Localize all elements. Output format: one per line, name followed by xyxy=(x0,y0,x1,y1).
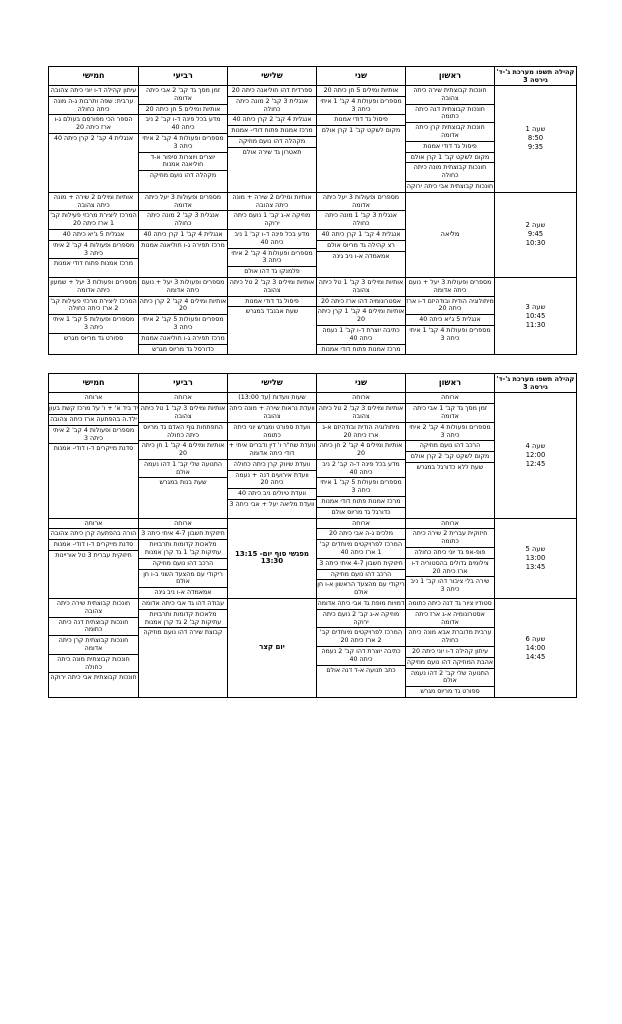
activity: ספורט גד מריוס מגרש xyxy=(420,688,480,696)
schedule-cell xyxy=(406,518,495,598)
period-row xyxy=(49,192,577,277)
activity: מספרים ופעולות 5 קב' 1 איתי כיתה 3 xyxy=(49,315,138,334)
activity: אנגלית 5 ג'יא כיתה 40 xyxy=(406,315,494,326)
activity: ספרדית דהו חוליאנה כיתה 20 xyxy=(228,86,316,97)
activity: חונכות קבוצתית אבי כיתה ירוקה xyxy=(406,182,494,190)
day-header-wednesday: רביעי xyxy=(139,374,228,393)
activity: שעת ללא כדורגל במגרש xyxy=(416,463,484,471)
activity: זמן מסך גד קב' 1 אבי כיתה אדומה xyxy=(406,404,494,423)
activity: אנגלית 4 קב' 2 קרן כיתה 40 xyxy=(228,115,316,126)
activity: סדנת מייקרים ד-ו דודי- אמנות xyxy=(49,540,138,551)
activity: ארוחה xyxy=(406,519,494,530)
activity: וועדת נראות שירה + מונה כיתה צהובה xyxy=(228,404,316,423)
activity: הספר הכי מפורסם בעולם ג-ו ארז כיתה 20 xyxy=(49,115,138,134)
period-label-line: שעה 2 xyxy=(525,221,546,230)
activity: תאטרון גד שירה אולם xyxy=(242,148,302,156)
day-header-tuesday: שלישי xyxy=(228,374,317,393)
schedule-sheet xyxy=(48,66,576,698)
activity: חונכות קבוצתית קרן כיתה אדומה xyxy=(406,123,494,142)
activity: מוזיקה א-ג קב' 2 נועם כיתה ירוקה xyxy=(317,610,405,629)
activity: ארוחה xyxy=(139,393,227,404)
period-label-line: 14:45 xyxy=(525,652,546,661)
day-header-sunday: ראשון xyxy=(406,374,495,393)
activity: צילומים גדולים בהסטוריה ד-ו ארז כיתה 20 xyxy=(406,559,494,578)
activity: פיסול גד דודי אמנות xyxy=(317,115,405,126)
header-row xyxy=(49,374,577,393)
activity: אנגלית 3 קב' 1 מונה כיתה כחולה xyxy=(317,211,405,230)
schedule-cell xyxy=(49,393,139,518)
activity: ערבית: שפה ותרבות ג-ה מונה כיתה כחולה xyxy=(49,97,138,116)
schedule-table-bottom xyxy=(48,373,577,698)
activity: כתיבה יוצרת דהו קב' 2 נעמה כיתה 40 xyxy=(317,647,405,666)
schedule-cell xyxy=(139,277,228,354)
activity: אותיות ומילים 3 קב' 1 טל כיתה צהובה xyxy=(317,278,405,297)
activity: אותיות ומילים 5 חן כיתה 20 xyxy=(317,86,405,97)
activity: וועדת מליאה יעל + אבי כיתה 3 xyxy=(229,501,315,509)
schedule-cell xyxy=(139,599,228,698)
activity: המרכז ליצירת מרכזי פעילות קב' 1 ארז כיתה 20 xyxy=(49,211,138,230)
schedule-cell xyxy=(228,393,317,518)
activity: אמאמדה א-ו ניב גינה xyxy=(332,252,390,260)
period-label-line: 8:50 xyxy=(527,134,544,143)
schedule-cell xyxy=(139,518,228,598)
schedule-cell xyxy=(317,192,406,277)
period-label-line: שעה 4 xyxy=(525,441,546,450)
activity: מקהלה דהו נועם מוזיקה xyxy=(149,172,217,180)
activity: אותיות ומילים 2 שירה + מונה כיתה צהובה xyxy=(49,193,138,212)
period-label-line: 10:45 xyxy=(525,311,546,320)
period-label xyxy=(495,599,577,698)
special-cell: מפגשי סוף יום- 13:15 13:30 xyxy=(228,518,317,598)
day-header-thursday: חמישי xyxy=(49,374,139,393)
activity: מספרים ופעולות 4 קב' 2 איתי כיתה 3 xyxy=(228,249,316,268)
period-label xyxy=(495,192,577,277)
activity: פופ-אפ גד יוני כיתה כחולה xyxy=(406,548,494,559)
table-corner-title: קהילה תשפו מערכת ג'-ד' גירסה 3 xyxy=(495,374,577,393)
schedule-cell xyxy=(228,86,317,193)
period-label-line: 10:30 xyxy=(525,239,546,248)
activity: אותיות ומילים 5 חן כיתה 20 xyxy=(139,105,227,116)
activity: פיסול גד דודי אמנות xyxy=(228,297,316,308)
schedule-cell xyxy=(406,86,495,193)
schedule-table-top xyxy=(48,66,577,355)
activity: אותיות ומילים 2 שירה + מונה כיתה צהובה xyxy=(228,193,316,212)
period-label-line: 13:00 xyxy=(525,553,546,562)
day-header-wednesday: רביעי xyxy=(139,67,228,86)
activity: מספרים ופעולות 3 יעל כיתה אדומה xyxy=(317,193,405,212)
day-header-sunday: ראשון xyxy=(406,67,495,86)
day-header-monday: שני xyxy=(317,374,406,393)
activity: מספרים ופעולות 4 קב' 1 איתי כיתה 3 xyxy=(317,97,405,116)
activity: ארוחה xyxy=(139,519,227,530)
activity: אותיות ומילים 3 קב' 2 טל כיתה צהובה xyxy=(228,278,316,297)
activity: מלאכות קדומות ותרבויות עתיקות קב' 1 גד קרן אמנות xyxy=(139,540,227,559)
schedule-cell xyxy=(406,599,495,698)
period-row xyxy=(49,518,577,598)
period-label xyxy=(495,86,577,193)
activity: זמן מסך גד קב' 2 אבי כיתה אדומה xyxy=(139,86,227,105)
activity: חיזוקית חשבון 4-7 איתי כיתה 3 xyxy=(317,559,405,570)
activity: מספרים ופעולות 4 קב' 1 איתי כיתה 3 xyxy=(409,326,491,342)
activity: מספרים ופעולות 4 קב' 2 איתי כיתה 3 xyxy=(49,241,138,260)
activity: וועדת אירועים דנה + נעמה כיתה 20 xyxy=(228,471,316,490)
schedule-cell xyxy=(139,192,228,277)
activity: מספרים ופעולות 5 קב' 2 איתי כיתה 3 xyxy=(139,315,227,334)
activity: מקום לשקט קב' 1 קרן אולם xyxy=(406,153,494,164)
period-label-line: 14:00 xyxy=(525,643,546,652)
activity: אנגלית 3 קב' 2 מונה כיתה כחולה xyxy=(139,211,227,230)
activity: עיתון קהילה ד-ו יוני כיתה צהובה xyxy=(49,86,138,97)
period-label-line: שעה 3 xyxy=(525,302,546,311)
period-row xyxy=(49,599,577,698)
activity: אותיות ומילים 4 קב' 1 קרן כיתה 20 xyxy=(317,307,405,326)
activity: המרכז ליצירת מרכזי פעילות קב' 2 ארז כיתה כחולה xyxy=(49,297,138,316)
activity: מספרים ופעולות 5 קב' 1 איתי כיתה 3 xyxy=(317,478,405,497)
schedule-cell xyxy=(228,277,317,354)
schedule-cell xyxy=(228,192,317,277)
activity: אותיות ומילים 4 קב' 2 חן כיתה 20 xyxy=(317,441,405,460)
activity: מרכז תפירה ג-ו חוליאנה אמנות xyxy=(139,334,227,345)
activity: אנגלית 5 ג'יא כיתה 40 xyxy=(49,230,138,241)
activity: חיזוקית עברית 2 שירה כיתה כתומה xyxy=(406,529,494,548)
activity: עיתון קהילה ד-ו יוני כיתה 20 xyxy=(406,647,494,658)
day-header-thursday: חמישי xyxy=(49,67,139,86)
activity: שעת בנות במגרש xyxy=(159,479,207,487)
activity: כדורסל גד מריוס מגרש xyxy=(152,345,214,353)
activity: התפתחות גוף האדם גד מריוס כיתה כחולה xyxy=(139,423,227,442)
schedule-cell xyxy=(317,277,406,354)
period-label-line: שעה 5 xyxy=(525,544,546,553)
activity: אנגלית 4 קב' 1 קרן כיתה 40 xyxy=(317,230,405,241)
activity: חונכות קבוצתית מונה כיתה כחולה xyxy=(406,163,494,182)
schedule-cell xyxy=(317,86,406,193)
activity: ריקודי עם מהצעד השני ב-ו חן אולם xyxy=(139,570,227,589)
activity: מספרים ופעולות 3 יעל כיתה אדומה xyxy=(139,193,227,212)
period-label-line: שעה 6 xyxy=(525,634,546,643)
schedule-cell xyxy=(49,599,139,698)
activity: וועדת ספורט ומגרש יוני כיתה כתומה xyxy=(228,423,316,442)
activity: אותיות ומילים 3 קב' 2 טל כיתה צהובה xyxy=(317,404,405,423)
plenary-cell: מליאה xyxy=(406,192,495,277)
activity: שעת אבנבד במגרש xyxy=(245,308,299,316)
activity: חונכות קבוצתית דנה כיתה כתומה xyxy=(49,618,138,637)
activity: מלאכות קדומות ותרבויות עתיקות קב' 2 גד קרן אמנות xyxy=(139,610,227,629)
activity: ספורט גד מריוס מגרש xyxy=(63,334,124,342)
activity: מרכז אמנות פתוח דודי אמנות xyxy=(54,260,133,268)
activity: אותיות ומילים 4 קב' 2 קרן כיתה 20 xyxy=(139,297,227,316)
activity: יד ביד א' + ו' על מרכז קשת בעון xyxy=(49,404,138,415)
activity: מרכז אמנות פתוח דודי אמנות xyxy=(321,345,401,353)
activity: מקום לשקט קב' 1 קרן אולם xyxy=(321,127,401,135)
period-label xyxy=(495,393,577,518)
activity: אותיות ומילים 3 קב' 1 טל כיתה צהובה xyxy=(139,404,227,423)
day-header-tuesday: שלישי xyxy=(228,67,317,86)
activity: וועדת טיולים ניב כיתה 40 xyxy=(228,489,316,500)
activity: אנגלית 4 קב' 1 קרן כיתה 40 xyxy=(139,230,227,241)
schedule-cell xyxy=(49,518,139,598)
activity: הורה בהפתעה קרן כיתה צהובה xyxy=(49,529,138,540)
activity: אמאמדה א-ו ניב גינה xyxy=(154,589,212,597)
activity: המרכז לפרויקטים מיוחדים קב' 1 ארז כיתה 40 xyxy=(317,540,405,559)
table-corner-title: קהילה תשפו מערכת ג'-ד' גירסה 3 xyxy=(495,67,577,86)
activity: כדורגל גד מריוס אולם xyxy=(331,508,391,516)
activity: רצ קהילה גד מריוס אולם xyxy=(317,241,405,252)
activity: אותיות ומילים 4 קב' 1 חן כיתה 20 xyxy=(139,441,227,460)
activity: יוצרים ויוצרות סיפור א-ד חוליאנה אמנות xyxy=(139,153,227,172)
activity: חונכות קבוצתית מונה כיתה כחולה xyxy=(49,655,138,674)
schedule-cell xyxy=(317,393,406,518)
period-label-line: שעה 1 xyxy=(525,125,546,134)
activity: מיתולוגיה הודית ובודהיזם ד-ו ארז כיתה 20 xyxy=(406,297,494,316)
activity: פלמנקו גד דהו אולם xyxy=(244,268,300,276)
activity: מדע בכל פינה ד-ו קב' 1 ניב כיתה 40 xyxy=(228,230,316,249)
activity: ארוחה xyxy=(317,393,405,404)
activity: מקהלה דהו נועם מוזיקה xyxy=(228,137,316,148)
special-cell: יום קצר xyxy=(228,599,317,698)
activity: מלכים ג-ה אבי כיתה 20 xyxy=(317,529,405,540)
schedule-cell xyxy=(317,599,406,698)
period-label-line: 12:00 xyxy=(525,450,546,459)
schedule-cell xyxy=(406,277,495,354)
activity: שעות וועדות (עד 13:00) xyxy=(228,393,316,404)
period-label-line: 13:45 xyxy=(525,562,546,571)
schedule-cell xyxy=(49,192,139,277)
activity: מרכז אמנות פתוח דודי- אמנות xyxy=(228,126,316,137)
activity: סטודיו ציור גד דנה כיתה כתומה xyxy=(406,599,494,610)
activity: מקום לשקט קב' 2 קרן אולם xyxy=(406,452,494,463)
activity: עבודה דהו גד אבי כיתה אדומה xyxy=(139,599,227,610)
activity: שירה בלי ציבור דהו קב' 1 ניב כיתה 3 xyxy=(410,578,490,594)
activity: מרכז אמנות פתוח דודי אמנות xyxy=(317,497,405,508)
activity: מרכז תפירה ג-ו חוליאנה אמנות xyxy=(141,241,225,249)
activity: ארוחה xyxy=(49,519,138,530)
period-row xyxy=(49,86,577,193)
activity: מספרים ופעולות 3 יעל + נועם כיתה אדומה xyxy=(406,278,494,297)
activity: התנועה שלי קב' 1 דהו נעמה אולם xyxy=(139,460,227,479)
activity: ארוחה xyxy=(406,393,494,404)
period-label-line: 12:45 xyxy=(525,459,546,468)
period-label-line: 11:30 xyxy=(525,320,546,329)
activity: הרכב דהו נועם מוזיקה xyxy=(139,559,227,570)
period-label xyxy=(495,277,577,354)
activity: חיזוקית חשבון 4-7 איתי כיתה 3 xyxy=(139,529,227,540)
activity: אהבת המוזיקה דהו נועם מוזיקה xyxy=(406,658,494,669)
activity: אנגלית 3 קב' 2 מונה כיתה כחולה xyxy=(228,97,316,116)
schedule-cell xyxy=(49,86,139,193)
activity: ילד.ה בהפתעה ארז כיתה צהובה xyxy=(49,415,138,426)
schedule-cell xyxy=(406,393,495,518)
activity: מספרים ופעולות 4 קב' 2 איתי כיתה 3 xyxy=(49,426,138,445)
activity: מספרים ופעולות 3 יעל + שמעון כיתה אדומה xyxy=(49,278,138,297)
period-label xyxy=(495,518,577,598)
day-header-monday: שני xyxy=(317,67,406,86)
activity: מוזיקה א-ג קב' 1 נועם כיתה ירוקה xyxy=(228,211,316,230)
schedule-cell xyxy=(49,277,139,354)
activity: חונכות קבוצתית אבי כיתה ירוקה xyxy=(50,674,137,682)
activity: כתב תנועה א-ד דנה אולם xyxy=(326,666,396,674)
activity: ריקודי עם מהצעד הראשון א-ו חן אולם xyxy=(317,581,405,597)
activity: חונכות קבוצתית שירה כיתה צהובה xyxy=(406,86,494,105)
period-label-line: 9:35 xyxy=(527,143,544,152)
activity: מיתולוגיה הודית ובודהיזם א-ג ארז כיתה 20 xyxy=(317,423,405,442)
activity: קבוצת שירה דהו נועם מוזיקה xyxy=(143,629,223,637)
activity: חיזוקית עברית 3 טל אוריינות xyxy=(55,552,132,560)
activity: ארוחה xyxy=(49,393,138,404)
schedule-cell xyxy=(317,518,406,598)
activity: סדנת מייקרים ד-ו דודי- אמנות xyxy=(53,445,134,453)
period-row xyxy=(49,277,577,354)
activity: אסטרונומיה דהו ארז כיתה 20 xyxy=(317,297,405,308)
period-row xyxy=(49,393,577,518)
activity: מספרים ופעולות 4 קב' 2 איתי כיתה 3 xyxy=(406,423,494,442)
activity: חונכות קבוצתית קרן כיתה אדומה xyxy=(49,636,138,655)
activity: המרכז לפרויקטים מיוחדים קב' 2 ארז כיתה 20 xyxy=(317,628,405,647)
header-row xyxy=(49,67,577,86)
activity: וועדת שיווק קרן כיתה כחולה xyxy=(228,460,316,471)
activity: הרכב דהו נועם מוזיקה xyxy=(317,570,405,581)
activity: וועדת שח"ר ו' דין ודברים איתי + דודי כיתה אדומה xyxy=(228,441,316,460)
activity: מדע בכל פינה ד-ה קב' 2 ניב כיתה 40 xyxy=(317,460,405,479)
activity: מדע בכל פינה ד-ו קב' 2 ניב כיתה 40 xyxy=(139,115,227,134)
activity: פיסול גד דודי אמנות xyxy=(406,142,494,153)
activity: כתיבה יוצרת ד-ו קב' 1 נעמה כיתה 40 xyxy=(317,326,405,345)
activity: אסטרונומיה א-ג ארז כיתה אדומה xyxy=(406,610,494,629)
period-label-line: 9:45 xyxy=(527,230,544,239)
activity: ארוחה xyxy=(317,519,405,530)
activity: ערבית מדוברת אבא מונה כיתה כחולה xyxy=(406,628,494,647)
activity: התנועה שלי קב' 2 דהו נעמה אולם xyxy=(406,669,494,688)
schedule-cell xyxy=(139,393,228,518)
activity: אנגלית 4 קב' 2 קרן כיתה 40 xyxy=(53,134,134,142)
schedule-cell xyxy=(139,86,228,193)
activity: הרכב דהו נועם מוזיקה xyxy=(406,441,494,452)
activity: דמויות מופת גד אבי כיתה אדומה xyxy=(317,599,405,610)
activity: חונכות קבוצתית שירה כיתה צהובה xyxy=(49,599,138,618)
activity: מספרים ופעולות 4 קב' 2 איתי כיתה 3 xyxy=(139,134,227,153)
activity: חונכות קבוצתית דנה כיתה כתומה xyxy=(406,105,494,124)
activity: מספרים ופעולות 3 יעל + נועם כיתה אדומה xyxy=(139,278,227,297)
